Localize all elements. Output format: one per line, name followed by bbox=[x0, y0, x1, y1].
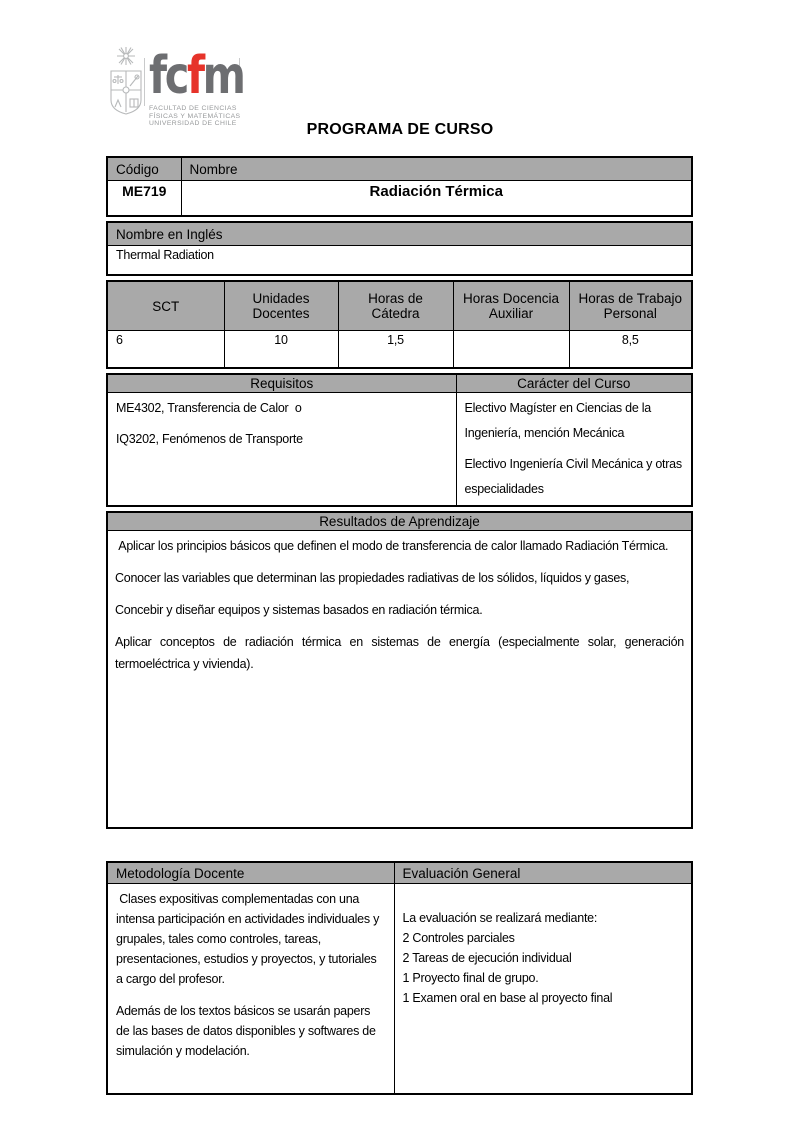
starburst-icon bbox=[117, 47, 135, 65]
caracter-item: Electivo Ingeniería Civil Mecánica y otras especialidades bbox=[464, 457, 686, 496]
nombre-value: Radiación Térmica bbox=[181, 181, 692, 217]
page-title: PROGRAMA DE CURSO bbox=[306, 121, 494, 138]
evaluacion-cell bbox=[394, 884, 692, 1095]
evaluacion-line: 2 Controles parciales bbox=[402, 931, 515, 945]
evaluacion-line: 1 Examen oral en base al proyecto final bbox=[402, 991, 613, 1005]
horas-catedra-value: 1,5 bbox=[338, 331, 453, 369]
logo-rule-left bbox=[144, 58, 145, 106]
requisitos-table bbox=[106, 373, 693, 507]
requisito-item: ME4302, Transferencia de Calor o bbox=[116, 401, 302, 415]
table-row bbox=[107, 331, 692, 369]
fcfm-letters-gray: fc bbox=[149, 46, 187, 106]
horas-docencia-auxiliar-value bbox=[453, 331, 569, 369]
resultados-header: Resultados de Aprendizaje bbox=[107, 512, 692, 531]
caracter-item: Electivo Magíster en Ciencias de la Ingeniería, mención Mecánica bbox=[464, 401, 655, 440]
codigo-value: ME719 bbox=[107, 181, 181, 217]
caption-line-2: FÍSICAS Y MATEMÁTICAS bbox=[149, 112, 241, 120]
requisito-item: IQ3202, Fenómenos de Transporte bbox=[116, 432, 303, 446]
nombre-ingles-header: Nombre en Inglés bbox=[107, 222, 692, 246]
horas-catedra-header: Horas de Cátedra bbox=[338, 281, 453, 331]
metodologia-evaluacion-table bbox=[106, 861, 693, 1095]
caption-line-3: UNIVERSIDAD DE CHILE bbox=[149, 120, 237, 128]
credits-table bbox=[106, 280, 693, 369]
horas-trabajo-personal-value: 8,5 bbox=[569, 331, 692, 369]
fcfm-wordmark bbox=[149, 46, 244, 106]
metodologia-cell bbox=[107, 884, 394, 1095]
codigo-header: Código bbox=[107, 157, 181, 181]
requisitos-header: Requisitos bbox=[107, 374, 456, 393]
evaluacion-line: 2 Tareas de ejecución individual bbox=[402, 951, 572, 965]
caption-line-1: FACULTAD DE CIENCIAS bbox=[149, 105, 237, 112]
resultado-paragraph: Concebir y diseñar equipos y sistemas basados en radiación térmica. bbox=[115, 603, 483, 617]
caracter-curso-header: Carácter del Curso bbox=[456, 374, 692, 393]
resultados-aprendizaje-table bbox=[106, 511, 693, 829]
sct-header: SCT bbox=[107, 281, 224, 331]
caracter-curso-cell bbox=[456, 393, 692, 507]
metodologia-paragraph: Además de los textos básicos se usarán papers de las bases de datos disponibles y softwares de simulación y modelación. bbox=[116, 1004, 379, 1058]
resultado-paragraph: Aplicar conceptos de radiación térmica en sistemas de energía (especialmente solar, generación termoeléctrica y vivienda). bbox=[115, 635, 688, 671]
nombre-ingles-value: Thermal Radiation bbox=[107, 246, 692, 276]
shield-outline bbox=[111, 71, 141, 114]
unidades-docentes-header: Unidades Docentes bbox=[224, 281, 338, 331]
requisitos-cell bbox=[107, 393, 456, 507]
sct-value: 6 bbox=[107, 331, 224, 369]
metodologia-header: Metodología Docente bbox=[107, 862, 394, 884]
nombre-header: Nombre bbox=[181, 157, 692, 181]
unidades-docentes-value: 10 bbox=[224, 331, 338, 369]
english-name-table bbox=[106, 221, 693, 276]
table-row bbox=[107, 393, 692, 507]
resultado-paragraph: Conocer las variables que determinan las propiedades radiativas de los sólidos, líquidos y gases, bbox=[115, 571, 630, 585]
fcfm-letter-m: m bbox=[202, 46, 244, 106]
metodologia-paragraph: Clases expositivas complementadas con una intensa participación en actividades individuales y grupales, tales como controles, tareas, presentaciones, estudios y proyectos, y tutoriales a cargo del profesor. bbox=[116, 892, 383, 986]
table-row bbox=[107, 531, 692, 829]
evaluacion-line: La evaluación se realizará mediante: bbox=[402, 911, 598, 925]
resultados-cell bbox=[107, 531, 692, 829]
table-row bbox=[107, 181, 692, 217]
horas-docencia-auxiliar-header: Horas Docencia Auxiliar bbox=[453, 281, 569, 331]
evaluacion-line: 1 Proyecto final de grupo. bbox=[402, 971, 539, 985]
university-shield-icon bbox=[106, 44, 146, 124]
fcfm-letter-red: f bbox=[186, 46, 203, 106]
document-content bbox=[106, 156, 693, 1099]
evaluacion-header: Evaluación General bbox=[394, 862, 692, 884]
resultado-paragraph: Aplicar los principios básicos que definen el modo de transferencia de calor llamado Radiación Térmica. bbox=[115, 539, 669, 553]
table-row bbox=[107, 246, 692, 276]
table-row bbox=[107, 884, 692, 1095]
horas-trabajo-personal-header: Horas de Trabajo Personal bbox=[569, 281, 692, 331]
course-code-table bbox=[106, 156, 693, 217]
fcfm-logo bbox=[149, 46, 249, 128]
